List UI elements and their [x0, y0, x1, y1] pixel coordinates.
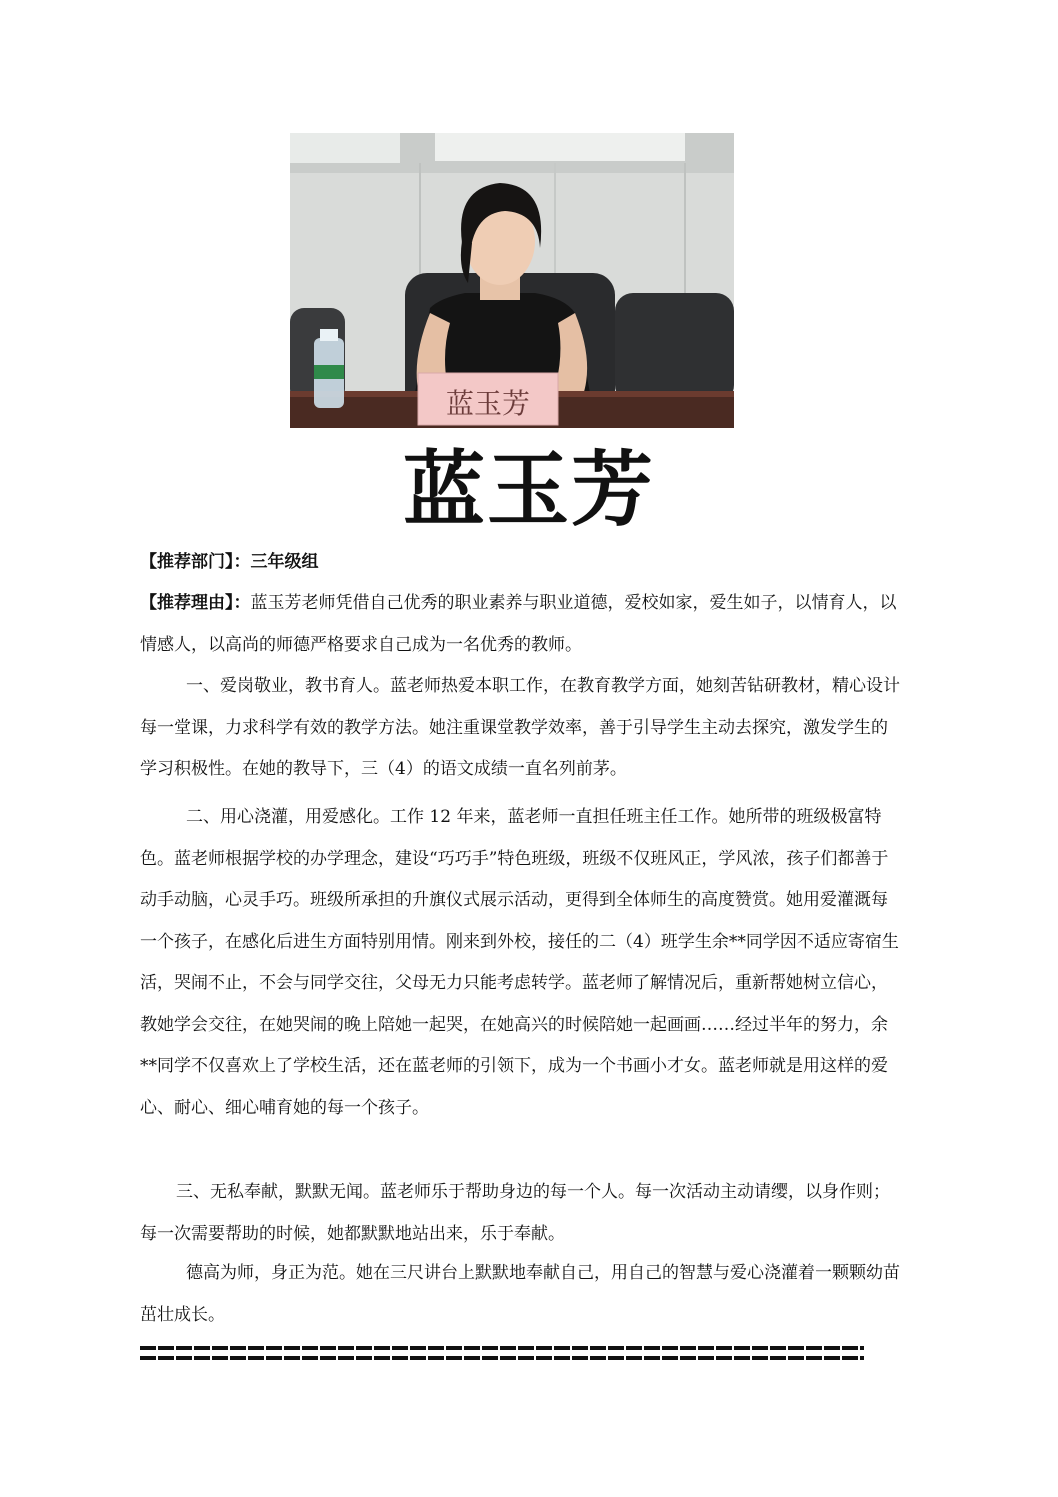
paragraph-4: [140, 1253, 900, 1336]
department-value: 三年级组: [250, 552, 319, 572]
paragraph-4-text: 德高为师，身正为范。她在三尺讲台上默默地奉献自己，用自己的智慧与爱心浇灌着一颗颗幼苗茁壮成长。: [140, 1263, 900, 1325]
reason-label: 【推荐理由】：: [140, 593, 251, 613]
department-label: 【推荐部门】：: [140, 552, 251, 572]
section-divider: [140, 1346, 864, 1366]
reason-text: 蓝玉芳老师凭借自己优秀的职业素养与职业道德，爱校如家，爱生如子，以情育人，以情感人，以高尚的师德严格要求自己成为一名优秀的教师。: [140, 593, 897, 655]
name-plate-text: 蓝玉芳: [445, 387, 531, 420]
paragraph-2: [140, 797, 900, 1129]
paragraph-1: [140, 666, 900, 791]
teacher-photo: [290, 133, 734, 428]
recommend-reason: [140, 583, 900, 666]
paragraph-1-text: 一、爱岗敬业，教书育人。蓝老师热爱本职工作，在教育教学方面，她刻苦钻研教材，精心设计每一堂课，力求科学有效的教学方法。她注重课堂教学效率，善于引导学生主动去探究，激发学生的学习积极性。在她的教导下，三（4）的语文成绩一直名列前茅。: [140, 676, 900, 779]
teacher-name-title: 蓝玉芳: [402, 442, 655, 538]
paragraph-2-text: 二、用心浇灌，用爱感化。工作 12 年来，蓝老师一直担任班主任工作。她所带的班级极富特色。蓝老师根据学校的办学理念，建设“巧巧手”特色班级，班级不仅班风正，学风浓，孩子们都善于动手动脑，心灵手巧。班级所承担的升旗仪式展示活动，更得到全体师生的高度赞赏。她用爱灌溉每一个孩子，在感化后进生方面特别用情。刚来到外校，接任的二（4）班学生余**同学因不适应寄宿生活，哭闹不止，不会与同学交往，父母无力只能考虑转学。蓝老师了解情况后，重新帮她树立信心，教她学会交往，在她哭闹的晚上陪她一起哭，在她高兴的时候陪她一起画画……经过半年的努力，余**同学不仅喜欢上了学校生活，还在蓝老师的引领下，成为一个书画小才女。蓝老师就是用这样的爱心、耐心、细心哺育她的每一个孩子。: [140, 807, 899, 1118]
recommend-department: [140, 542, 900, 584]
paragraph-3: [140, 1172, 900, 1255]
paragraph-3-text: 三、无私奉献，默默无闻。蓝老师乐于帮助身边的每一个人。每一次活动主动请缨，以身作则；每一次需要帮助的时候，她都默默地站出来，乐于奉献。: [140, 1182, 890, 1244]
